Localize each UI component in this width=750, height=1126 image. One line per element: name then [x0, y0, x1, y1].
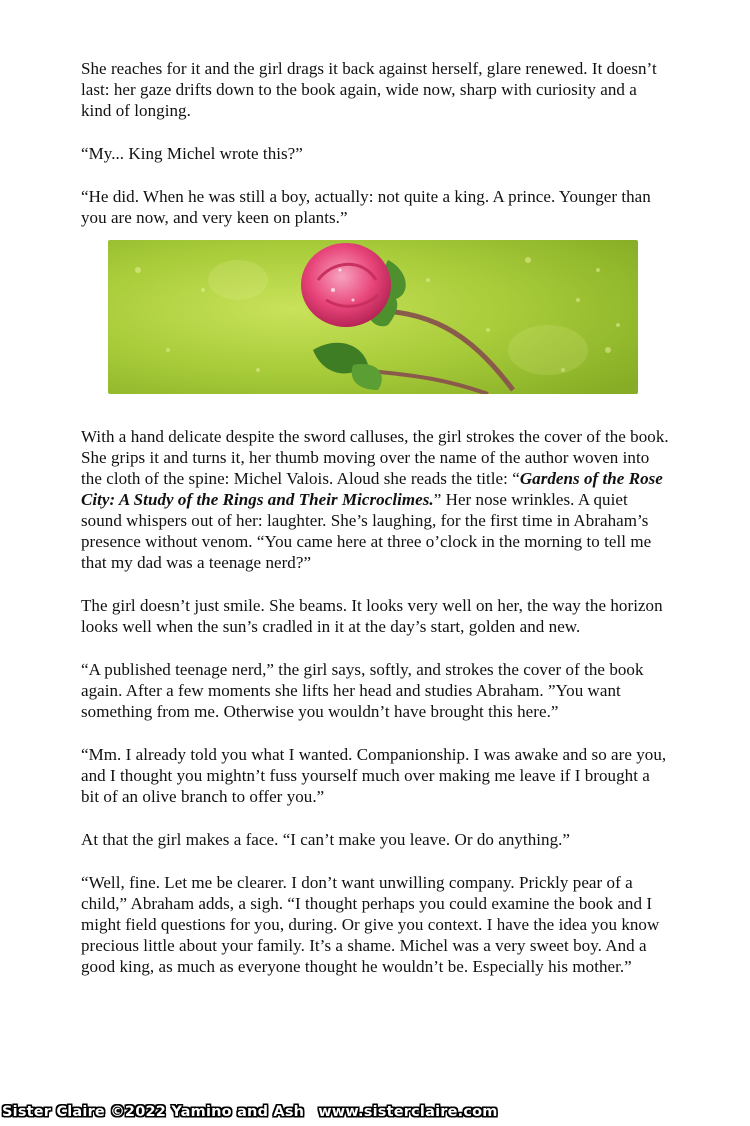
- rose-bloom: [301, 243, 391, 327]
- rose-illustration: [108, 240, 638, 394]
- paragraph-5: The girl doesn’t just smile. She beams. It looks very well on her, the way the horizon looks well when the sun’s cradled in it at the day’s start, golden and new.: [81, 596, 663, 636]
- website-url[interactable]: www.sisterclaire.com: [318, 1104, 498, 1120]
- paragraph-4-text-b: ” Her nose wrinkles. A quiet sound whispers out of her: laughter. She’s laughing, for the first time in Abraham’s presence without venom. “You came here at three o’clock in the morning to tell me that my dad was a teenage nerd?”: [81, 490, 652, 572]
- paragraph-3: “He did. When he was still a boy, actually: not quite a king. A prince. Younger than you are now, and very keen on plants.”: [81, 187, 651, 227]
- story-text: [81, 58, 671, 999]
- rose-illustration-svg: [108, 240, 638, 394]
- footer-credit: [2, 1104, 748, 1126]
- paragraph-2: “My... King Michel wrote this?”: [81, 144, 303, 163]
- paragraph-4-text-a: With a hand delicate despite the sword calluses, the girl strokes the cover of the book. She grips it and turns it, her thumb moving over the name of the author woven into the cloth of the spine: Michel Valois. Aloud she reads the title: “: [81, 427, 669, 488]
- paragraph-8: At that the girl makes a face. “I can’t make you leave. Or do anything.”: [81, 830, 571, 849]
- book-title: Gardens of the Rose City: A Study of the Rings and Their Microclimes.: [81, 469, 663, 509]
- copyright-text: Sister Claire ©2022 Yamino and Ash: [2, 1104, 305, 1120]
- paragraph-4: [81, 426, 671, 573]
- paragraph-1: She reaches for it and the girl drags it back against herself, glare renewed. It doesn’t last: her gaze drifts down to the book again, wide now, sharp with curiosity and a kind of longing.: [81, 59, 657, 120]
- paragraph-7: “Mm. I already told you what I wanted. Companionship. I was awake and so are you, and I thought you mightn’t fuss yourself much over making me leave if I brought a bit of an olive branch to offer you.”: [81, 745, 667, 806]
- paragraph-6: “A published teenage nerd,” the girl says, softly, and strokes the cover of the book again. After a few moments she lifts her head and studies Abraham. ”You want something from me. Otherwise you wouldn’t have brought this here.”: [81, 660, 644, 721]
- paragraph-9: “Well, fine. Let me be clearer. I don’t want unwilling company. Prickly pear of a child,” Abraham adds, a sigh. “I thought perhaps you could examine the book and I might field questions for you, during. Or give you context. I have the idea you know precious little about your family. It’s a shame. Michel was a very sweet boy. And a good king, as much as everyone thought he wouldn’t be. Especially his mother.”: [81, 873, 660, 976]
